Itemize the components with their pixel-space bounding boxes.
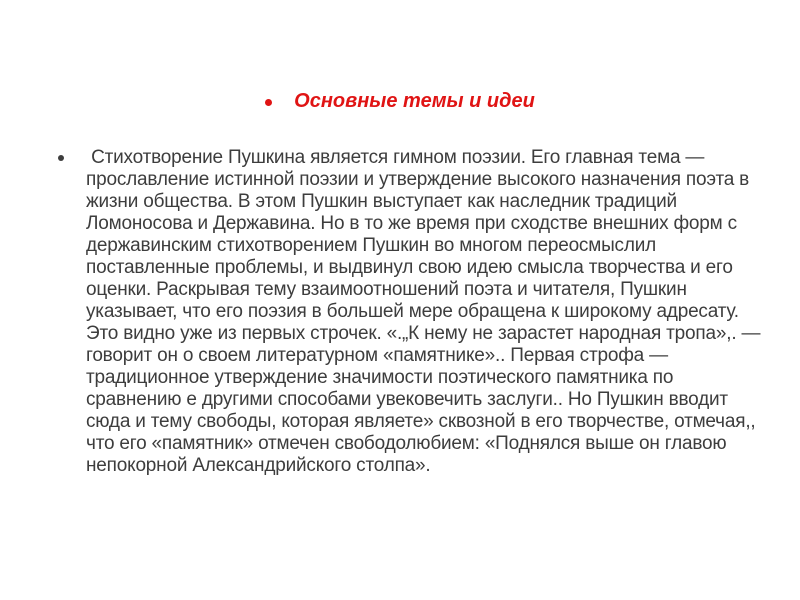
body-paragraph: Стихотворение Пушкина является гимном поэзии. Его главная тема — прославление истинной поэзии и утверждение высокого назначения поэта в жизни общества. В этом Пушкин выступает как наследник традиций Ломоносова и Державина. Но в то же время при сходстве внешних форм с державинским стихотворением Пушкин во многом переосмыслил поставленные проблемы, и выдвинул свою идею смысла творчества и его оценки. Раскрывая тему взаимоотношений поэта и читателя, Пушкин указывает, что его поэзия в большей мере обращена к широкому адресату. Это видно уже из первых строчек. «.„К нему не зарастет народная тропа»,. — говорит он о своем литературном «памятнике».. Первая строфа — традиционное утверждение значимости поэтического памятника по сравнению е другими способами увековечить заслуги.. Но Пушкин вводит сюда и тему свободы, которая являете» сквозной в его творчестве, отмечая,, что его «памятник» отмечен свободолюбием: «Поднялся выше он главою непокорной Александрийского столпа».	[86, 147, 766, 476]
body-paragraph-row	[0, 147, 800, 477]
slide-title-row	[0, 89, 800, 113]
title-bullet-icon	[265, 99, 272, 106]
body-bullet-icon	[58, 155, 64, 161]
slide-title: Основные темы и идеи	[294, 90, 535, 112]
